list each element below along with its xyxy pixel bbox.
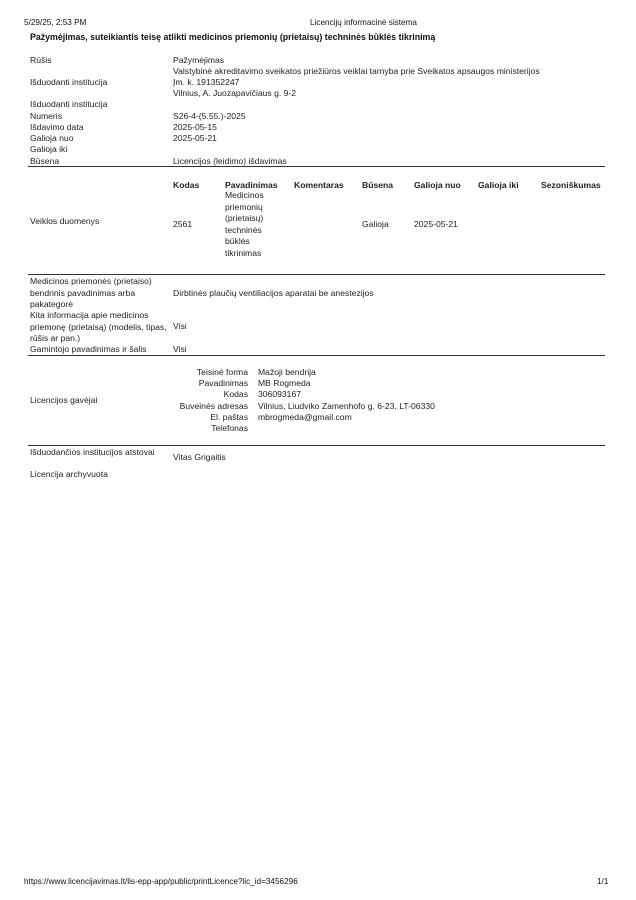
row-busena: Galioja	[362, 219, 389, 229]
galioja-iki-label: Galioja iki	[30, 144, 68, 154]
archived-label: Licencija archyvuota	[30, 469, 108, 479]
manufacturer-value: Visi	[173, 344, 187, 354]
institution2-label: Išduodanti institucija	[30, 99, 108, 109]
col-galioja-nuo: Galioja nuo	[414, 180, 461, 190]
activity-label: Veiklos duomenys	[30, 216, 100, 226]
holder-field-label: Pavadinimas	[198, 378, 248, 388]
divider	[28, 274, 605, 275]
representatives-label: Išduodančios institucijos atstovai	[30, 447, 155, 457]
page-number: 1/1	[597, 877, 609, 886]
divider	[28, 445, 605, 446]
col-pavadinimas: Pavadinimas	[225, 180, 278, 190]
holder-field-label: Kodas	[223, 389, 248, 399]
divider	[28, 166, 605, 167]
holder-field-value: 306093167	[258, 389, 302, 399]
print-site-title: Licencijų informacinė sistema	[310, 18, 417, 27]
device-other-value: Visi	[173, 321, 187, 331]
divider	[28, 355, 605, 356]
numeris-value: S26-4-(5.55.)-2025	[173, 111, 246, 121]
device-other-label: Kita informacija apie medicinos priemonę (prietaisą) (modelis, tipas, rūšis ar pan.)	[30, 310, 167, 343]
print-url: https://www.licencijavimas.lt/lis-epp-app/public/printLicence?lic_id=3456296	[24, 877, 298, 886]
device-name-label: Medicinos priemonės (prietaiso) bendrinis pavadinimas arba pakategorė	[30, 276, 152, 309]
rusis-label: Rūšis	[30, 55, 52, 65]
print-datetime: 5/29/25, 2:53 PM	[24, 18, 87, 27]
numeris-label: Numeris	[30, 111, 62, 121]
device-name-value: Dirbtinės plaučių ventiliacijos aparatai be anestezijos	[173, 288, 374, 298]
col-sezoniskumas: Sezoniškumas	[541, 180, 601, 190]
institution-address: Vilnius, A. Juozapavičiaus g. 9-2	[173, 88, 297, 98]
holder-email-value: mbrogmeda@gmail.com	[258, 412, 352, 422]
busena-label: Būsena	[30, 156, 60, 166]
rusis-value: Pažymėjimas	[173, 55, 225, 65]
col-kodas: Kodas	[173, 180, 200, 190]
isdavimo-value: 2025-05-15	[173, 122, 217, 132]
row-galioja-nuo: 2025-05-21	[414, 219, 458, 229]
row-pavadinimas: Medicinos priemonių (prietaisų) techninės būklės tikrinimas	[225, 190, 264, 258]
col-galioja-iki: Galioja iki	[478, 180, 519, 190]
manufacturer-label: Gamintojo pavadinimas ir šalis	[30, 344, 147, 354]
isdavimo-label: Išdavimo data	[30, 122, 84, 132]
col-komentaras: Komentaras	[294, 180, 344, 190]
institution-code: Įm. k. 191352247	[173, 77, 240, 87]
row-kodas: 2561	[173, 219, 193, 229]
institution-label: Išduodanti institucija	[30, 77, 108, 87]
galioja-nuo-label: Galioja nuo	[30, 133, 74, 143]
holder-field-label: Telefonas	[211, 423, 248, 433]
holder-field-label: Buveinės adresas	[179, 401, 248, 411]
holder-field-label: El. paštas	[210, 412, 248, 422]
institution-name: Valstybinė akreditavimo sveikatos priežiūros veiklai tarnyba prie Sveikatos apsaugos ministerijos	[173, 66, 540, 76]
busena-value: Licencijos (leidimo) išdavimas	[173, 156, 287, 166]
document-title: Pažymėjimas, suteikiantis teisę atlikti medicinos priemonių (prietaisų) techninės būklės tikrinimą	[30, 32, 436, 42]
holder-field-value: Vilnius, Liudviko Zamenhofo g. 6-23, LT-06330	[258, 401, 435, 411]
holder-label: Licencijos gavėjai	[30, 395, 98, 405]
holder-field-value: Mažoji bendrija	[258, 367, 316, 377]
holder-field-label: Teisinė forma	[196, 367, 248, 377]
galioja-nuo-value: 2025-05-21	[173, 133, 217, 143]
holder-field-value: MB Rogmeda	[258, 378, 311, 388]
col-busena: Būsena	[362, 180, 394, 190]
representatives-value: Vitas Grigaitis	[173, 452, 226, 462]
